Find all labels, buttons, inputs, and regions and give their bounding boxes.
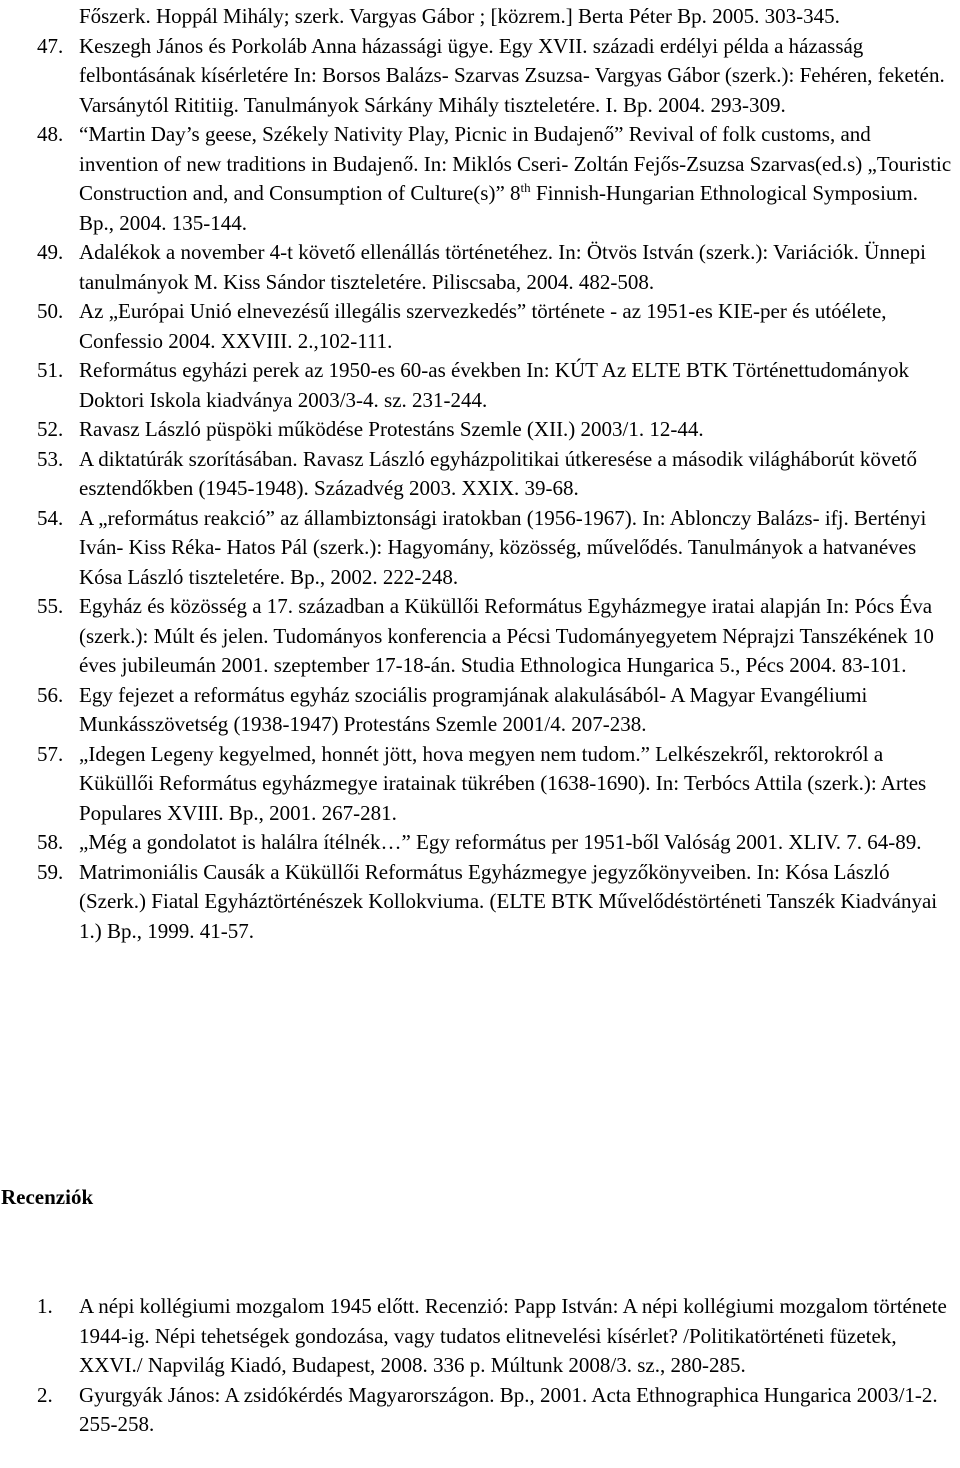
publication-item-52: [37, 415, 955, 445]
item-number: 52.: [37, 417, 64, 441]
item-text: Egyház és közösség a 17. században a Küküllői Református Egyházmegye iratai alapján In: Pócs Éva (szerk.): Múlt és jelen. Tudományos konferencia a Pécsi Tudományegyetem Néprajzi Tanszékének 10 éves jubileumán 2001. szeptember 17-18-án. Studia Ethnologica Hungarica 5., Pécs 2004. 83-101.: [79, 594, 934, 677]
review-list: [37, 1292, 955, 1440]
item-text: „Még a gondolatot is halálra ítélnék…” Egy református per 1951-ből Valóság 2001. XLIV. 7. 64-89.: [79, 830, 922, 854]
item-text: Gyurgyák János: A zsidókérdés Magyarországon. Bp., 2001. Acta Ethnographica Hungarica 2003/1-2. 255-258.: [79, 1382, 938, 1436]
item-text: A diktatúrák szorításában. Ravasz László egyházpolitikai útkeresése a második világháborút követő esztendőkben (1945-1948). Századvég 2003. XXIX. 39-68.: [79, 446, 917, 500]
item-text-part-b: Finnish-Hungarian Ethnological Symposium. Bp., 2004. 135-144.: [79, 181, 918, 235]
item-number: 2.: [37, 1382, 53, 1407]
item-number: 49.: [37, 240, 64, 264]
item-text: Adalékok a november 4-t követő ellenállás történetéhez. In: Ötvös István (szerk.): Variációk. Ünnepi tanulmányok M. Kiss Sándor tiszteletére. Piliscsaba, 2004. 482-508.: [79, 240, 926, 294]
publication-list: [37, 2, 955, 946]
superscript-ordinal: th: [520, 180, 531, 195]
item-number: 53.: [37, 446, 64, 471]
item-text: Az „Európai Unió elnevezésű illegális szervezkedés” története - az 1951-es KIE-per és utóélete, Confessio 2004. XXVIII. 2.,102-111.: [79, 299, 887, 353]
item-number: 50.: [37, 299, 64, 323]
item-text: Ravasz László püspöki működése Protestáns Szemle (XII.) 2003/1. 12-44.: [79, 417, 704, 441]
publication-item-55: [37, 592, 955, 681]
publication-item-54: [37, 504, 955, 593]
item-number: 56.: [37, 682, 64, 707]
item-number: 48.: [37, 122, 64, 146]
item-text: Keszegh János és Porkoláb Anna házassági ügye. Egy XVII. századi erdélyi példa a házasság felbontásának kísérletére In: Borsos Balázs- Szarvas Zsuzsa- Vargyas Gábor (szerk.): Fehéren, feketén. Varsánytól Rititiig. Tanulmányok Sárkány Mihály tiszteletére. I. Bp. 2004. 293-309.: [79, 33, 945, 117]
item-number: 54.: [37, 505, 64, 530]
review-item-2: [37, 1381, 955, 1440]
item-number: 58.: [37, 830, 64, 854]
publication-item-59: [37, 858, 955, 947]
item-text-part-a: “Martin Day’s geese, Székely Nativity Play, Picnic in Budajenő” Revival of folk customs, and invention of new traditions in Budajenő. In: Miklós Cseri- Zoltán Fejős-Zsuzsa Szarvas(ed.s) „Touristic Construction and, and Consumption of Culture(s)” 8: [79, 122, 952, 205]
publication-item-47: [37, 32, 955, 121]
item-number: 59.: [37, 859, 64, 884]
publication-item-50: [37, 297, 955, 356]
publication-item-53: [37, 445, 955, 504]
item-text: A népi kollégiumi mozgalom 1945 előtt. Recenzió: Papp István: A népi kollégiumi mozgalom története 1944-ig. Népi tehetségek gondozása, vagy tudatos elitnevelési kísérlet? /Politikatörténeti füzetek, XXVI./ Napvilág Kiadó, Budapest, 2008. 336 p. Múltunk 2008/3. sz., 280-285.: [79, 1294, 947, 1377]
review-item-1: [37, 1292, 955, 1381]
item-text: Egy fejezet a református egyház szociális programjának alakulásából- A Magyar Evangéliumi Munkásszövetség (1938-1947) Protestáns Szemle 2001/4. 207-238.: [79, 682, 868, 736]
reviews-heading: Recenziók: [1, 1185, 94, 1209]
publication-item-57: [37, 740, 955, 829]
item-text: A „református reakció” az állambiztonsági iratokban (1956-1967). In: Ablonczy Balázs- ifj. Bertényi Iván- Kiss Réka- Hatos Pál (szerk.): Hagyomány, közösség, művelődés. Tanulmányok a hatvanéves Kósa László tiszteletére. Bp., 2002. 222-248.: [79, 505, 927, 589]
item-text: [79, 122, 951, 235]
publication-item-51: [37, 356, 955, 415]
item-number: 55.: [37, 594, 64, 618]
publication-item-56: [37, 681, 955, 740]
list-item-continuation: Főszerk. Hoppál Mihály; szerk. Vargyas Gábor ; [közrem.] Berta Péter Bp. 2005. 303-345.: [79, 4, 840, 28]
item-number: 47.: [37, 33, 64, 58]
publication-item-58: [37, 828, 955, 858]
item-text: Matrimoniális Causák a Küküllői Református Egyházmegye jegyzőkönyveiben. In: Kósa László (Szerk.) Fiatal Egyháztörténészek Kollokviuma. (ELTE BTK Művelődéstörténeti Tanszék Kiadványai 1.) Bp., 1999. 41-57.: [79, 859, 938, 943]
item-text: „Idegen Legeny kegyelmed, honnét jött, hova megyen nem tudom.” Lelkészekről, rektorokról a Küküllői Református egyházmegye iratainak tükrében (1638-1690). In: Terbócs Attila (szerk.): Artes Populares XVIII. Bp., 2001. 267-281.: [79, 741, 927, 825]
item-number: 1.: [37, 1294, 53, 1318]
item-number: 51.: [37, 358, 64, 382]
item-number: 57.: [37, 741, 64, 766]
publication-item-48: [37, 120, 955, 238]
publication-item-49: [37, 238, 955, 297]
item-text: Református egyházi perek az 1950-es 60-as években In: KÚT Az ELTE BTK Történettudományok Doktori Iskola kiadványa 2003/3-4. sz. 231-244.: [79, 358, 910, 412]
